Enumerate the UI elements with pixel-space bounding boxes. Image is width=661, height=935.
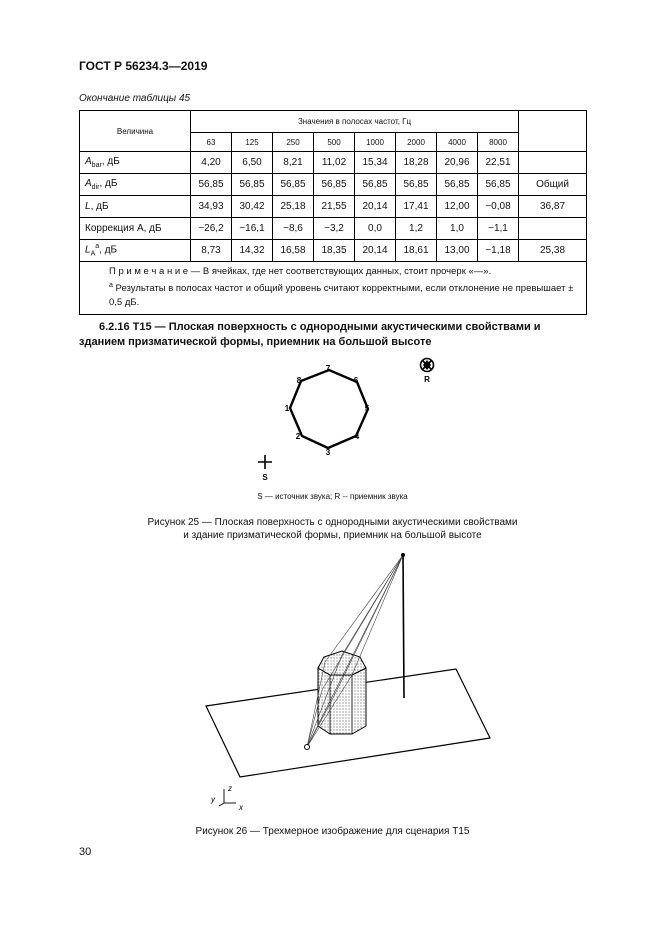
value-cell: 14,32	[232, 240, 273, 262]
figure-25-legend: S — источник звука; R -- приемник звука	[257, 492, 408, 501]
value-cell: 56,85	[273, 174, 314, 196]
frequency-header-cell: 1000	[355, 133, 396, 152]
value-cell: 8,73	[191, 240, 232, 262]
value-cell: 20,14	[355, 240, 396, 262]
frequency-header-cell: 500	[314, 133, 355, 152]
figure-25-caption-line-1: Рисунок 25 — Плоская поверхность с однородными акустическими свойствами	[147, 517, 518, 528]
value-cell: −26,2	[191, 218, 232, 240]
value-cell: 56,85	[437, 174, 478, 196]
page-number: 30	[79, 846, 92, 858]
quantity-cell: Коррекция A, дБ	[80, 218, 191, 240]
value-cell: 17,41	[396, 196, 437, 218]
table-caption: Окончание таблицы 45	[79, 93, 191, 104]
value-cell: 4,20	[191, 152, 232, 174]
vertex-label-5: 5	[364, 404, 370, 413]
footnote-mark: a	[109, 282, 113, 289]
source-label: S	[262, 473, 268, 482]
value-cell: 20,96	[437, 152, 478, 174]
value-cell: 25,18	[273, 196, 314, 218]
value-cell: 56,85	[478, 174, 519, 196]
total-cell: 36,87	[519, 196, 587, 218]
quantity-cell: $A_{dir}$, дБ	[80, 174, 191, 196]
receiver-label: R	[424, 375, 430, 384]
building-prism	[318, 651, 366, 734]
receiver-mast	[403, 555, 404, 698]
value-cell: 21,55	[314, 196, 355, 218]
value-cell: 1,2	[396, 218, 437, 240]
value-cell: 30,42	[232, 196, 273, 218]
value-cell: 1,0	[437, 218, 478, 240]
value-cell: 34,93	[191, 196, 232, 218]
vertex-label-8: 8	[296, 376, 302, 385]
value-cell: 56,85	[396, 174, 437, 196]
footnote-text: Результаты в полосах частот и общий уровень считают корректными, если отклонение не превышает ± 0,5 дБ.	[109, 283, 574, 309]
vertex-label-1: 1	[284, 404, 290, 413]
note-text: — В ячейках, где нет соответствующих данных, стоит прочерк «—».	[188, 266, 492, 277]
axis-label-y: y	[211, 795, 215, 804]
quantity-cell: $A_{bar}$, дБ	[80, 152, 191, 174]
value-cell: 8,21	[273, 152, 314, 174]
value-cell: 56,85	[232, 174, 273, 196]
note-label: П р и м е ч а н и е	[109, 266, 189, 277]
band-header: Значения в полосах частот, Гц	[191, 111, 519, 133]
frequency-header-cell: 63	[191, 133, 232, 152]
frequency-header-cell: 2000	[396, 133, 437, 152]
axis-label-z: z	[228, 784, 232, 793]
value-cell: 22,51	[478, 152, 519, 174]
value-cell: −16,1	[232, 218, 273, 240]
value-cell: 20,14	[355, 196, 396, 218]
frequency-header-cell: 250	[273, 133, 314, 152]
vertex-label-6: 6	[353, 376, 359, 385]
frequency-header-cell: 125	[232, 133, 273, 152]
value-cell: 13,00	[437, 240, 478, 262]
value-cell: −0,08	[478, 196, 519, 218]
quantity-header: Величина	[80, 111, 191, 152]
value-cell: 15,34	[355, 152, 396, 174]
vertex-label-2: 2	[295, 432, 301, 441]
value-cell: 6,50	[232, 152, 273, 174]
value-cell: 56,85	[314, 174, 355, 196]
frequency-header-cell: 8000	[478, 133, 519, 152]
vertex-label-3: 3	[325, 448, 331, 457]
receiver-point	[401, 553, 405, 557]
value-cell: 56,85	[355, 174, 396, 196]
source-point	[305, 745, 310, 750]
quantity-cell: L, дБ	[80, 196, 191, 218]
document-header: ГОСТ Р 56234.3—2019	[79, 59, 208, 73]
value-cell: 12,00	[437, 196, 478, 218]
vertex-label-7: 7	[325, 364, 331, 373]
axis-label-x: x	[239, 803, 243, 812]
figure-25-caption-line-2: и здание призматической формы, приемник на большой высоте	[183, 530, 482, 541]
value-cell: 16,58	[273, 240, 314, 262]
value-cell: 56,85	[191, 174, 232, 196]
value-cell: −3,2	[314, 218, 355, 240]
frequency-header-cell: 4000	[437, 133, 478, 152]
section-heading: 6.2.16 Т15 — Плоская поверхность с однородными акустическими свойствами и зданием призматической формы, приемник на большой высоте	[79, 321, 541, 348]
value-cell: −1,1	[478, 218, 519, 240]
figure-26-caption: Рисунок 26 — Трехмерное изображение для сценария Т15	[195, 826, 470, 837]
value-cell: 11,02	[314, 152, 355, 174]
value-cell: 0,0	[355, 218, 396, 240]
quantity-cell: $L_A^a$, дБ	[80, 240, 191, 262]
value-cell: 18,35	[314, 240, 355, 262]
vertex-label-4: 4	[354, 432, 360, 441]
value-cell: −1,18	[478, 240, 519, 262]
value-cell: −8,6	[273, 218, 314, 240]
value-cell: 18,28	[396, 152, 437, 174]
total-cell: Общий	[519, 174, 587, 196]
total-cell: 25,38	[519, 240, 587, 262]
value-cell: 18,61	[396, 240, 437, 262]
